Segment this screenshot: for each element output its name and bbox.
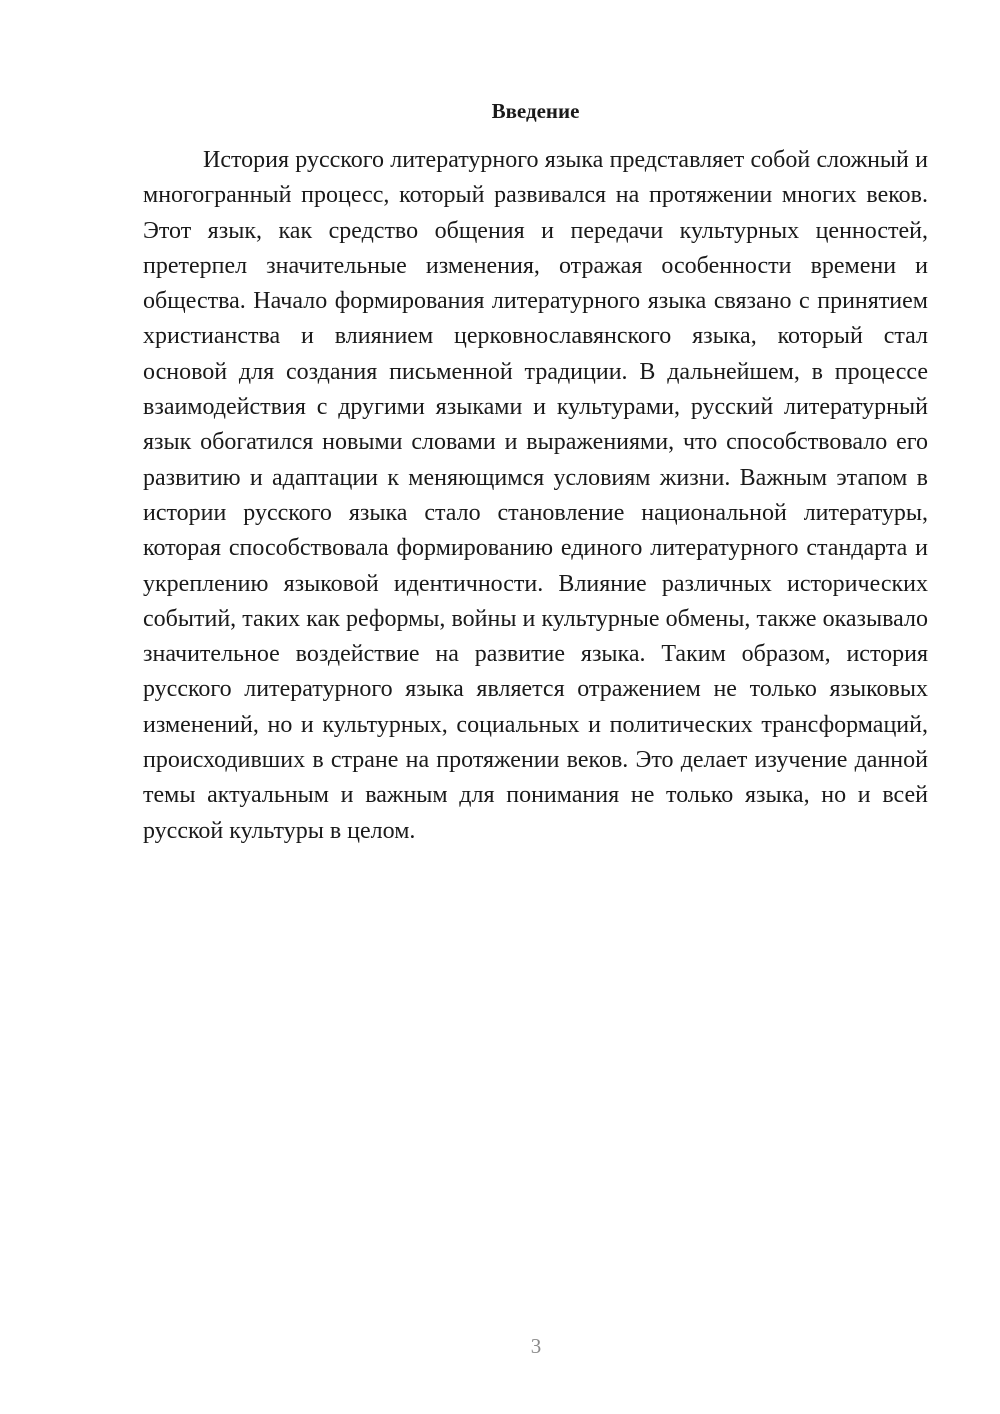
section-heading: Введение [491, 99, 580, 123]
body-paragraph: История русского литературного языка представляет собой сложный и многогранный процесс, который развивался на протяжении многих веков. Этот язык, как средство общения и передачи культурных ценностей, претерпел значительные изменения, отражая особенности времени и общества. Начало формирования литературного языка связано с принятием христианства и влиянием церковнославянского языка, который стал основой для создания письменной традиции. В дальнейшем, в процессе взаимодействия с другими языками и культурами, русский литературный язык обогатился новыми словами и выражениями, что способствовало его развитию и адаптации к меняющимся условиям жизни. Важным этапом в истории русского языка стало становление национальной литературы, которая способствовала формированию единого литературного стандарта и укреплению языковой идентичности. Влияние различных исторических событий, таких как реформы, войны и культурные обмены, также оказывало значительное воздействие на развитие языка. Таким образом, история русского литературного языка является отражением не только языковых изменений, но и культурных, социальных и политических трансформаций, происходивших в стране на протяжении веков. Это делает изучение данной темы актуальным и важным для понимания не только языка, но и всей русской культуры в целом. [143, 147, 928, 844]
page-number: 3 [530, 1334, 542, 1358]
